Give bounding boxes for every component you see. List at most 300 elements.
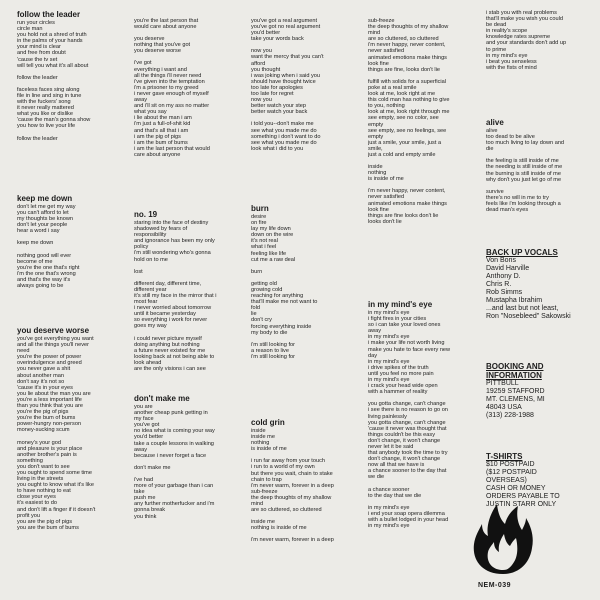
song-title: don't make me (134, 394, 190, 403)
song-you-deserve-worse (17, 326, 129, 531)
lyric-line: but there you wait, chain to stake (251, 470, 333, 477)
lyric-line: inside (368, 164, 383, 171)
lyric-line: you ought to spend some time (17, 469, 92, 476)
lyric-line: that anybody took the time to try (368, 450, 448, 457)
lyric-line: knowledge rates supreme (486, 34, 551, 41)
lyric-line: in the palms of your hands (17, 38, 83, 45)
lyric-line: run your circles (17, 20, 55, 26)
lyric-line: you think (134, 513, 157, 520)
lyric-line: 'cause the tv set (17, 56, 58, 63)
lyric-line: i've got (134, 60, 152, 67)
lyric-line: feels like i'm looking through a (486, 200, 561, 207)
lyric-line: never satisfied (368, 48, 405, 55)
info-line: ...and last but not least, (486, 305, 559, 312)
song-title: keep me down (17, 194, 73, 203)
lyric-line: a chance sooner to the day that (368, 468, 447, 475)
lyric-line: power-hungry non-person (17, 421, 82, 428)
lyric-line: what you say (134, 109, 167, 116)
lyric-line: you gotta change, can't change (368, 419, 446, 426)
lyric-line: take (134, 489, 145, 496)
lyric-line: you are (134, 404, 153, 410)
lyric-line: are the only visions i can see (134, 365, 206, 372)
lyric-line: that'll make you wish you could (486, 16, 563, 23)
lyric-line: hold on to me (134, 256, 168, 263)
lyric-line: i drive spikes of the truth (368, 364, 429, 371)
lyric-line: the needing is still inside of me (486, 164, 563, 171)
lyric-line: and ignorance has been my only (134, 238, 215, 245)
lyric-line: and that's all that i am (134, 127, 189, 134)
lyric-line: see empty, see no feelings, see (368, 127, 447, 134)
info-line: MT. CLEMENS, MI (486, 396, 545, 403)
lyric-line: faceless faces sing along (17, 86, 80, 93)
lyric-line: afford (251, 60, 266, 67)
song-in-my-minds-eye-cont (486, 10, 598, 71)
lyric-line: it's not real (251, 238, 278, 245)
lyric-line: are so cluttered, so cluttered (251, 507, 322, 514)
lyric-line: look at me, look right through me (368, 109, 450, 116)
lyric-line: i never worried about tomorrow (134, 305, 212, 312)
lyric-line: the deep thoughts of my shallow (368, 24, 449, 31)
lyric-line: alive (486, 128, 498, 134)
lyric-line: care about anyone (134, 151, 181, 158)
info-line: $10 POSTPAID (486, 461, 535, 468)
lyric-line: you are the pig of pigs (17, 518, 73, 525)
lyric-line: file in line and sing in tune (17, 92, 82, 99)
lyric-line: i'm never warm, forever in a deep (251, 537, 334, 544)
lyric-line: day (368, 352, 378, 359)
lyric-line: you ought to know what it's like (17, 482, 94, 489)
lyric-line: looking back at not being able to (134, 353, 215, 360)
lyric-line: in my mind's eye (368, 523, 410, 529)
lyric-line: i'm never happy, never content, (368, 188, 446, 195)
lyric-line: money-sucking scum (17, 427, 70, 434)
booking-heading: BOOKING AND (486, 362, 544, 371)
lyric-line: will tell you what it's all about (17, 62, 89, 69)
lyric-line: a reason to live (251, 347, 289, 354)
lyric-line: and your standards don't add up (486, 40, 567, 47)
lyric-line: look fine (368, 206, 389, 213)
lyric-line: smile, (368, 145, 383, 152)
lyric-line: the deep thoughts of my shallow (251, 494, 332, 501)
lyric-line: are so cluttered, so cluttered (368, 36, 439, 43)
lyric-line: all the things i'll never need (134, 72, 202, 79)
back-up-vocals-heading: BACK UP VOCALS (486, 248, 558, 257)
lyric-line: you'd better (134, 434, 164, 441)
lyric-line: just a cold and empty smile (368, 151, 436, 158)
song-no-19 (134, 210, 246, 372)
lyric-line: push me (134, 495, 156, 502)
lyric-line: i'm still looking for (251, 341, 295, 348)
lyric-line: see what you made me do (251, 139, 317, 146)
lyric-line: is inside of me (251, 446, 287, 453)
lyric-line: getting old (251, 280, 277, 287)
lyric-line: in my mind's eye (368, 334, 410, 341)
lyric-line: lost (134, 268, 143, 275)
lyric-line: doing anything but nothing (134, 341, 200, 348)
info-line: Chris R. (486, 281, 512, 288)
lyric-line: be dead (486, 22, 507, 29)
lyric-line: you hold not a shred of truth (17, 32, 87, 39)
lyric-line: i'm still wondering who's gonna (134, 250, 211, 257)
lyric-line: i end your soap opera dilemma (368, 510, 445, 517)
lyric-line: in my mind's eye (368, 310, 410, 316)
lyric-line: circle man (17, 26, 43, 33)
lyric-line: something i don't want to do (251, 133, 321, 140)
lyric-line: to you, nothing (368, 103, 405, 110)
lyric-line: most fear (134, 299, 158, 306)
lyric-line: see what you made me do (251, 127, 317, 134)
lyric-line: you can't afford to let (17, 210, 69, 217)
lyric-line: on fire (251, 220, 267, 227)
lyric-line: reaching for anything (251, 293, 304, 300)
info-line: OVERSEAS) (486, 477, 527, 484)
lyric-line: a future never existed for me (134, 347, 206, 354)
lyric-line: nothing good will ever (17, 252, 72, 259)
lyric-line: sub-freeze (251, 488, 278, 495)
lyric-line: i am the last person that would (134, 145, 210, 152)
lyric-line: close your eyes (17, 494, 56, 501)
lyric-line: should have thought twice (251, 78, 316, 85)
song-in-my-minds-eye (368, 300, 480, 529)
lyric-line: in my mind's eye (486, 52, 528, 59)
lyric-line: empty (368, 133, 384, 140)
lyric-line: you are the bum of bums (17, 524, 79, 531)
lyric-line: away (134, 446, 148, 453)
song-title: you deserve worse (17, 326, 90, 335)
lyric-line: i'm never warm, forever in a deep (251, 482, 334, 489)
lyric-line: i'm the one that's wrong (17, 270, 76, 277)
booking-info (486, 362, 598, 420)
lyric-line: and free from doubt (17, 50, 66, 57)
lyric-line: die (486, 146, 494, 153)
lyric-line: living in the streets (17, 476, 64, 483)
lyric-line: always going to be (17, 283, 64, 290)
lyric-line: what i feel (251, 244, 277, 251)
lyric-line: you're the pig of pigs (17, 409, 69, 416)
lyric-line: it never really mattered (17, 105, 74, 112)
lyric-line: profit you (17, 512, 41, 519)
lyric-line: it's still my face in the mirror that i (134, 292, 217, 299)
lyric-line: why don't you just let go of me (486, 176, 562, 183)
lyric-line: so i can take your loved ones (368, 322, 441, 329)
lyric-line: with a hammer of reality (368, 389, 428, 396)
lyric-line: i am the bum of bums (134, 139, 188, 146)
lyric-line: i am the pig of pigs (134, 133, 181, 140)
lyric-line: different day, different time, (134, 280, 202, 287)
song-title: burn (251, 204, 269, 213)
lyric-line: down on the wire (251, 232, 294, 239)
lyric-line: that'll make me not want to (251, 299, 318, 306)
lyric-line: i run far away from your touch (251, 458, 325, 465)
lyric-line: don't say it's not so (17, 378, 65, 385)
catalog-number: NEM-039 (478, 582, 512, 589)
lyric-line: nothing that you've got (134, 42, 191, 49)
song-dont-make-me-cont (251, 18, 363, 152)
lyric-line: money's your god (17, 439, 61, 446)
lyric-line: i've had (134, 476, 154, 483)
lyric-line: 'cause the man's gonna show (17, 117, 91, 124)
info-line: JUSTIN STARR ONLY (486, 501, 557, 508)
lyric-line: you've got (134, 422, 160, 429)
info-line: CASH OR MONEY (486, 485, 546, 492)
lyric-line: now all that we have is (368, 462, 425, 469)
lyric-line: i crack your head wide open (368, 383, 438, 390)
song-cold-grin (251, 418, 363, 544)
lyric-line: growing cold (251, 286, 283, 293)
info-line: PITTBULL (486, 380, 519, 387)
lyric-line: what you like or dislike (17, 111, 73, 118)
lyric-line: you're the power of power (17, 354, 82, 361)
lyric-line: i was joking when i said you (251, 72, 321, 79)
lyric-line: now you (251, 48, 272, 55)
song-dont-make-me (134, 394, 246, 520)
lyric-line: you're the last person that (134, 18, 199, 24)
info-line: Mustapha Ibrahim (486, 297, 543, 304)
lyric-line: lay my life down (251, 226, 291, 233)
lyric-line: and pleasure is your place (17, 445, 83, 452)
lyric-line: you gotta change, can't change (368, 401, 446, 408)
lyric-line: poke at a real smile (368, 84, 417, 91)
lyric-line: too late for apologies (251, 84, 303, 91)
lyric-line: too late for regret (251, 91, 294, 98)
lyric-line: responsibility (134, 232, 167, 239)
lyric-line: desire (251, 214, 267, 220)
info-line: 19259 STAFFORD (486, 388, 545, 395)
lyric-line: until you feel no more pain (368, 370, 434, 377)
lyric-line: i run to a world of my own (251, 464, 315, 471)
lyric-line: i could never picture myself (134, 335, 202, 342)
lyric-line: i'm a prisoner to my greed (134, 84, 199, 91)
lyric-line: overindulgence and greed (17, 360, 82, 367)
lyric-line: look at me, look right at me (368, 91, 436, 98)
lyric-line: my thoughts be known (17, 216, 73, 223)
lyric-line: don't make me (134, 464, 171, 471)
lyric-line: never satisfied (368, 194, 405, 201)
lyric-line: i'm never happy, never content, (368, 42, 446, 49)
lyric-line: any further motherfucker and i'm (134, 501, 215, 508)
lyric-line: inside me (251, 434, 275, 441)
lyric-line: shadowed by fears of (134, 226, 188, 233)
lyric-line: burn (251, 268, 263, 275)
lyric-line: things are fine looks don't lie (368, 212, 439, 219)
lyric-line: my body to die (251, 329, 288, 336)
lyric-line: and i'll sit on my ass no matter (134, 103, 210, 110)
lyric-line: in my mind's eye (368, 377, 410, 384)
lyric-line: nothing (368, 170, 387, 177)
info-line: ($12 POSTPAID (486, 469, 537, 476)
lyric-line: is inside of me (368, 176, 404, 183)
info-line: Von Boris (486, 257, 516, 264)
song-follow-the-leader (17, 10, 129, 142)
lyric-line: with the fists of mind (486, 64, 537, 71)
lyric-line: too dead to be alive (486, 134, 535, 141)
lyric-line: follow the leader (17, 74, 58, 81)
lyric-line: there's no will in me to try (486, 194, 549, 201)
lyric-line: in my mind's eye (368, 358, 410, 365)
lyric-line: the feeling is still inside of me (486, 158, 559, 165)
lyric-line: take your words back (251, 36, 304, 43)
flame-logo-icon (470, 500, 536, 576)
lyric-line: than you think that you are (17, 403, 83, 410)
lyric-line: follow the leader (17, 135, 58, 142)
lyric-line: i've given into the temptation (134, 78, 205, 85)
lyric-line: nothing (251, 440, 270, 447)
lyric-line: better watch your step (251, 103, 307, 110)
lyric-line: now you (251, 97, 272, 104)
lyric-line: different year (134, 286, 167, 293)
lyric-line: gonna break (134, 507, 166, 514)
lyric-line: empty (368, 121, 384, 128)
lyric-line: want the mercy that you can't (251, 54, 324, 61)
lyric-line: you don't want to see (17, 463, 70, 470)
lyric-line: something (17, 457, 43, 464)
lyric-line: nothing is inside of me (251, 525, 307, 532)
lyric-line: the burning is still inside of me (486, 170, 561, 177)
info-line: David Harville (486, 265, 530, 272)
lyric-line: things couldn't be this easy (368, 431, 435, 438)
lyric-line: you lie about the man you are (17, 390, 91, 397)
song-keep-me-down (17, 194, 129, 289)
lyric-line: dead man's eyes (486, 207, 529, 214)
lyric-line: i'm just a full-of-shit kid (134, 121, 191, 128)
lyric-line: and all the things you'll never (17, 342, 89, 349)
lyric-line: inside me (251, 519, 275, 526)
lyric-line: and that's the way it's (17, 276, 71, 283)
lyric-line: don't change, it won't change (368, 437, 441, 444)
lyric-line: looks don't lie (368, 218, 402, 225)
lyric-line: look what i did to you (251, 145, 304, 152)
info-line: (313) 228-1988 (486, 412, 534, 419)
lyric-line: i beat you senseless (486, 58, 537, 65)
lyric-line: to the day that we die (368, 492, 422, 499)
lyric-line: living painlessly (368, 413, 407, 420)
lyric-line: fulfill with solids for a superficial (368, 78, 447, 85)
lyric-line: no idea what is coming your way (134, 428, 215, 435)
lyric-line: 'cause it never was thought that (368, 425, 447, 432)
info-line: Rob Simms (486, 289, 523, 296)
lyric-line: sub-freeze (368, 18, 395, 24)
lyric-line: everything i want and (134, 66, 187, 73)
tshirts-heading: T-SHIRTS (486, 452, 523, 461)
lyric-line: you've got a real argument (251, 18, 318, 24)
lyric-line: policy (134, 244, 149, 251)
lyric-line: inside (251, 428, 266, 434)
lyric-line: see empty, see no color, see (368, 115, 439, 122)
lyric-line: animated emotions make things (368, 54, 447, 61)
lyric-line: because i never forget a face (134, 452, 207, 459)
lyric-line: don't cry (251, 317, 272, 324)
song-title: alive (486, 118, 504, 127)
lyric-line: i told you--don't make me (251, 121, 314, 128)
song-title: no. 19 (134, 210, 158, 219)
lyric-line: away (134, 97, 148, 104)
lyric-line: never let it be said (368, 443, 414, 450)
lyric-line: another brother's pain is (17, 451, 77, 458)
lyric-line: in my mind's eye (368, 504, 410, 511)
lyric-line: take a couple lessons in walking (134, 440, 214, 447)
lyric-line: my face (134, 416, 154, 423)
lyric-line: i'm still looking for (251, 353, 295, 360)
lyric-line: so everything i work for never (134, 317, 208, 324)
info-line: 48043 USA (486, 404, 522, 411)
lyric-line: hear a word i say (17, 228, 60, 235)
lyric-line: another cheap punk getting in (134, 410, 208, 417)
lyric-line: to have nothing to eat (17, 488, 71, 495)
lyric-line: until it became yesterday (134, 311, 196, 318)
lyric-line: to prime (486, 46, 507, 53)
lyric-line: you deserve worse (134, 48, 181, 55)
lyric-line: mind (368, 30, 381, 37)
lyric-line: you'd better (251, 30, 281, 37)
song-you-deserve-worse-cont (134, 18, 246, 158)
lyric-line: in reality's scope (486, 28, 528, 35)
lyric-line: away (368, 328, 382, 335)
lyric-line: keep me down (17, 240, 54, 247)
lyric-line: this cold man has nothing to give (368, 97, 450, 104)
lyric-line: you're the one that's right (17, 264, 80, 271)
booking-heading-2: INFORMATION (486, 371, 542, 380)
lyric-line: more of your garbage than i can (134, 483, 214, 490)
lyric-line: staring into the face of destiny (134, 220, 209, 226)
lyric-line: you thought (251, 66, 281, 73)
lyric-line: and don't lift a finger if it doesn't (17, 506, 96, 513)
lyric-line: we die (368, 474, 385, 481)
lyric-line: things are fine, looks don't lie (368, 66, 440, 73)
lyric-line: animated emotions make things (368, 200, 447, 207)
lyric-line: chain to trap (251, 476, 282, 483)
back-up-vocals (486, 248, 598, 321)
lyric-line: you're the bum of bums (17, 415, 76, 422)
lyric-line: mind (251, 501, 264, 508)
song-alive (486, 118, 598, 213)
lyric-line: i lie about the man i am (134, 115, 192, 122)
lyric-line: a chance sooner (368, 486, 410, 493)
lyric-line: your mind is clear (17, 44, 61, 51)
song-title: follow the leader (17, 10, 81, 19)
info-line: ORDERS PAYABLE TO (486, 493, 560, 500)
lyric-line: i fight fires in your cities (368, 316, 427, 323)
lyric-line: make you hate to face every new (368, 346, 451, 353)
lyric-line: would care about anyone (134, 24, 197, 31)
info-line: Ron "Nosebleed" Sakowski (486, 313, 571, 320)
lyric-line: with the fuckers' song (17, 99, 71, 106)
lyric-line: look ahead (134, 359, 162, 366)
lyric-line: better watch your back (251, 109, 308, 116)
lyric-line: you've got no real argument (251, 24, 321, 31)
lyric-line: need (17, 348, 30, 355)
lyric-line: 'cause it's in your eyes (17, 384, 73, 391)
lyric-line: feeling like life (251, 250, 287, 257)
lyric-line: become of me (17, 258, 53, 265)
lyric-line: with a bullet lodged in your head (368, 516, 449, 523)
song-title: cold grin (251, 418, 285, 427)
lyric-line: cut me a raw deal (251, 256, 296, 263)
lyric-line: it's easiest to do (17, 500, 57, 507)
song-title: in my mind's eye (368, 300, 433, 309)
lyric-line: you've got everything you want (17, 336, 94, 342)
lyric-line: fold (251, 305, 261, 312)
lyric-line: i never gave enough of myself (134, 90, 209, 97)
lyric-line: i stab you with real problems (486, 10, 557, 16)
lyric-line: you never gave a shit (17, 366, 71, 373)
lyric-line: forcing everything inside (251, 323, 312, 330)
lyric-line: don't let your people (17, 222, 68, 229)
lyric-line: you're a less important life (17, 396, 82, 403)
song-burn (251, 204, 363, 360)
lyric-line: i see there is no reason to go on (368, 407, 448, 414)
lyric-line: you deserve (134, 36, 165, 43)
lyric-line: survive (486, 188, 504, 195)
